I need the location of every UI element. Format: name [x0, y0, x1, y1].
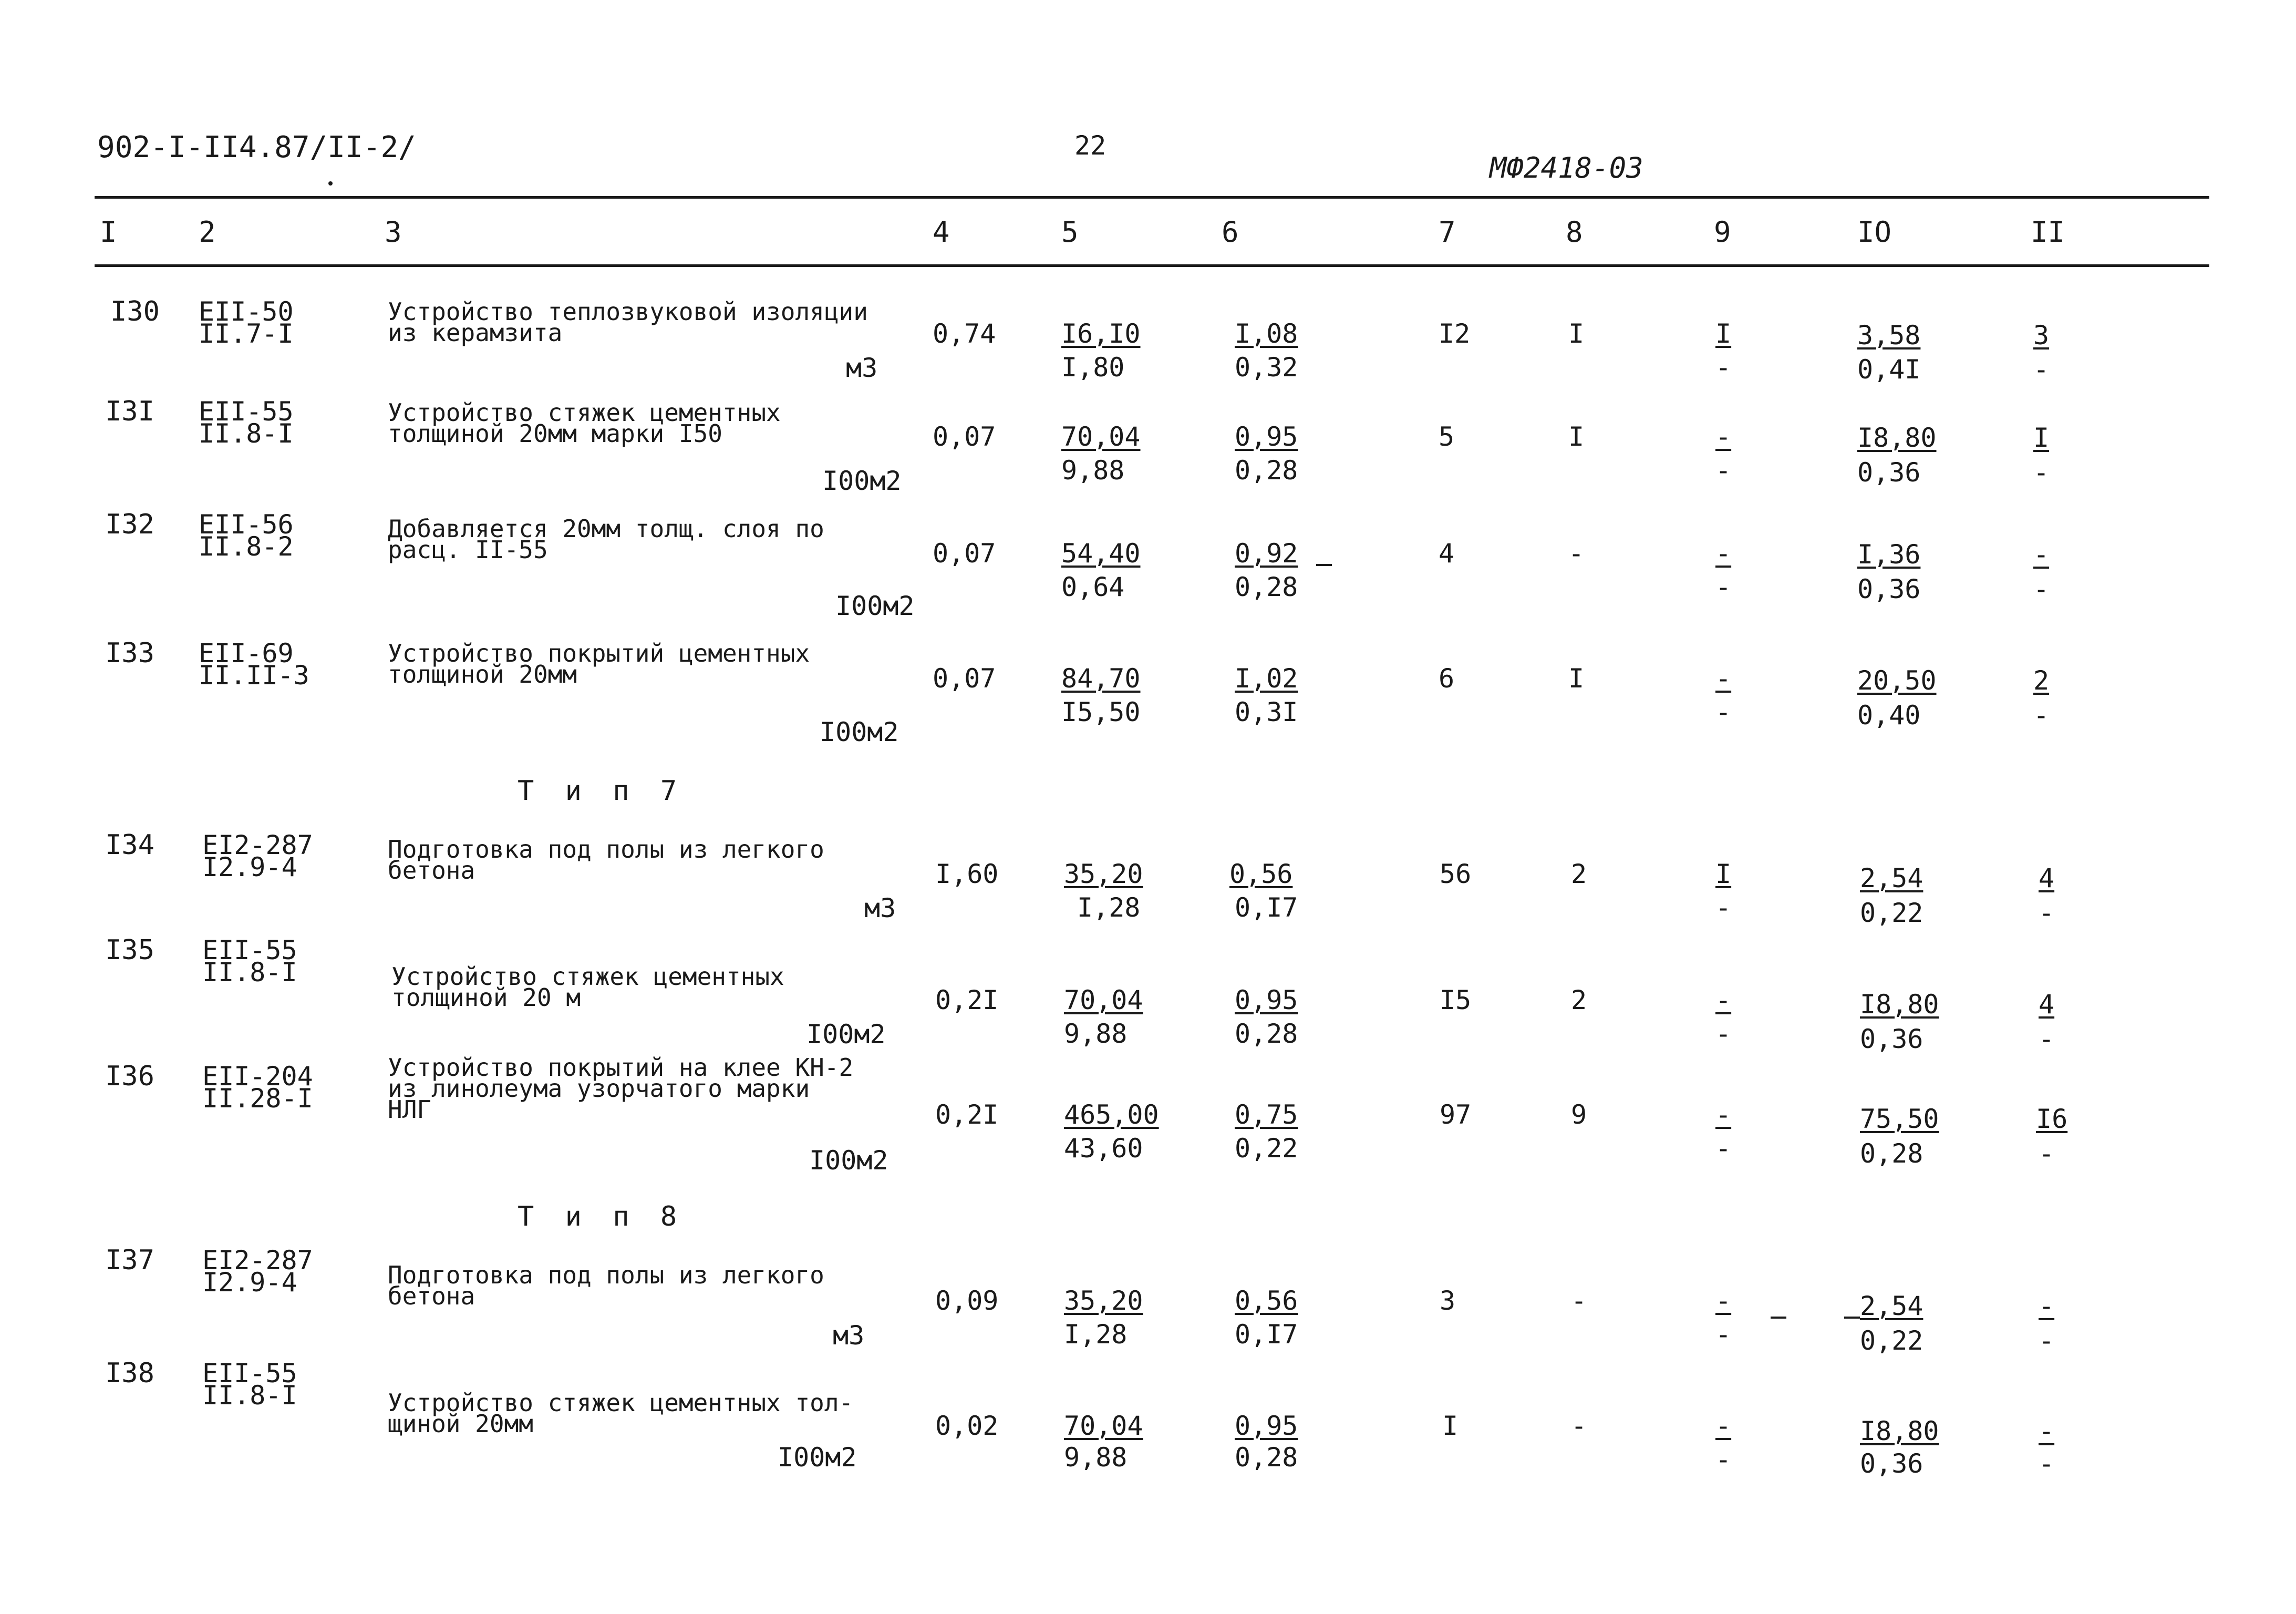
labor-unit: 2,54	[1860, 863, 1923, 893]
work-description: Устройство покрытий на клее КН-2	[388, 1053, 854, 1082]
norm-code: ЕII-55	[202, 1358, 297, 1389]
total-cost: 56	[1440, 859, 1472, 889]
quantity: 0,02	[935, 1411, 999, 1441]
unit: I00м2	[822, 466, 902, 496]
machine-cost: 0,95	[1235, 1411, 1298, 1441]
total-machine: I	[1715, 859, 1732, 889]
machine-wages: 0,3I	[1235, 697, 1298, 727]
ink-dot	[328, 181, 333, 186]
unit-cost: 35,20	[1064, 859, 1143, 889]
row-number: I33	[105, 638, 154, 669]
labor-unit: I8,80	[1860, 989, 1939, 1020]
work-description: Подготовка под полы из легкого	[388, 835, 824, 863]
norm-section: II.7-I	[199, 318, 294, 349]
work-description: Устройство покрытий цементных	[388, 639, 810, 667]
column-header-2: 2	[199, 215, 216, 249]
machine-wages: 0,28	[1235, 572, 1298, 602]
machine-cost: 0,56	[1235, 1286, 1298, 1316]
machine-wages: 0,28	[1235, 1442, 1298, 1473]
labor-machine-total: -	[2039, 1024, 2055, 1054]
norm-section: II.8-I	[199, 418, 294, 449]
labor-machine-unit: 0,28	[1860, 1138, 1923, 1169]
stray-dash	[1771, 1317, 1786, 1319]
labor-total: -	[2039, 1291, 2055, 1321]
unit: I00м2	[806, 1019, 886, 1050]
work-description-cont: НЛГ	[388, 1095, 432, 1124]
unit-cost: 465,00	[1064, 1099, 1159, 1130]
unit-cost: 70,04	[1064, 985, 1143, 1015]
total-cost: I2	[1439, 318, 1471, 349]
machine-cost: 0,56	[1229, 859, 1293, 889]
unit-wages: 0,64	[1061, 572, 1125, 602]
unit-cost: 54,40	[1061, 538, 1141, 569]
total-wages: 2	[1571, 859, 1587, 889]
section-heading-type-7: Т и п 7	[518, 775, 685, 807]
labor-machine-unit: 0,36	[1857, 574, 1921, 604]
quantity: 0,07	[933, 663, 996, 694]
labor-machine-total: -	[2033, 700, 2050, 731]
unit-wages: 9,88	[1061, 455, 1125, 486]
total-wages: 2	[1571, 985, 1587, 1015]
row-number: I32	[105, 509, 154, 540]
norm-code: ЕII-69	[199, 638, 294, 669]
machine-wages: 0,22	[1235, 1133, 1298, 1164]
labor-machine-unit: 0,36	[1857, 457, 1921, 488]
norm-code: ЕII-204	[202, 1061, 313, 1092]
column-header-3: 3	[385, 215, 402, 249]
total-machine: -	[1715, 422, 1732, 452]
column-header-1: I	[100, 215, 117, 249]
labor-unit: 75,50	[1860, 1104, 1939, 1134]
header-bottom-rule	[95, 264, 2209, 267]
machine-cost: 0,95	[1235, 422, 1298, 452]
labor-machine-total: -	[2039, 1138, 2055, 1169]
machine-wages: 0,I7	[1235, 892, 1298, 923]
row-number: I35	[105, 934, 154, 966]
unit-wages: I,80	[1061, 352, 1125, 383]
stray-dash	[1844, 1317, 1860, 1319]
stray-dash	[1316, 564, 1332, 566]
quantity: 0,09	[935, 1286, 999, 1316]
machine-wages: 0,28	[1235, 1019, 1298, 1049]
labor-machine-unit: 0,36	[1860, 1024, 1923, 1054]
unit-cost: 35,20	[1064, 1286, 1143, 1316]
total-wages: -	[1571, 1411, 1587, 1441]
document-code: 902-I-II4.87/II-2/	[97, 130, 416, 165]
labor-unit: 2,54	[1860, 1291, 1923, 1321]
labor-total: 3	[2033, 320, 2050, 351]
work-description: Устройство стяжек цементных	[391, 962, 784, 991]
row-number: I3I	[105, 396, 154, 427]
labor-machine-unit: 0,4I	[1857, 354, 1921, 385]
total-machine-wages: -	[1715, 1319, 1732, 1350]
column-header-8: 8	[1566, 215, 1583, 249]
labor-total: 4	[2039, 989, 2055, 1020]
labor-machine-total: -	[2039, 1325, 2055, 1356]
labor-machine-total: -	[2033, 574, 2050, 604]
work-description: Устройство стяжек цементных	[388, 398, 781, 427]
unit-cost: 70,04	[1061, 422, 1141, 452]
unit-wages: I5,50	[1061, 697, 1141, 727]
unit: I00м2	[835, 591, 915, 621]
work-description: Устройство теплозвуковой изоляции	[388, 297, 868, 326]
total-cost: I5	[1440, 985, 1472, 1015]
unit-cost: I6,I0	[1061, 318, 1141, 349]
row-number: I30	[110, 296, 160, 327]
work-description-cont: бетона	[388, 1282, 475, 1310]
row-number: I36	[105, 1061, 154, 1092]
labor-machine-total: -	[2039, 898, 2055, 928]
norm-section: II.8-I	[202, 957, 297, 988]
machine-wages: 0,28	[1235, 455, 1298, 486]
machine-wages: 0,32	[1235, 352, 1298, 383]
norm-code: ЕI2-287	[202, 1245, 313, 1276]
work-description-cont: щиной 20мм	[388, 1410, 533, 1438]
unit: I00м2	[820, 717, 899, 747]
labor-total: -	[2033, 539, 2050, 570]
unit: м3	[846, 353, 878, 383]
labor-total: 2	[2033, 665, 2050, 696]
work-description: Добавляется 20мм толщ. слоя по	[388, 515, 824, 543]
handwritten-stamp: МФ2418-03	[1490, 151, 1643, 184]
total-machine-wages: -	[1715, 455, 1732, 486]
norm-section: II.8-I	[202, 1380, 297, 1411]
row-number: I37	[105, 1245, 154, 1276]
unit-wages: I,28	[1077, 892, 1141, 923]
total-machine: -	[1715, 1411, 1732, 1441]
norm-section: I2.9-4	[202, 852, 297, 882]
total-machine-wages: -	[1715, 1444, 1732, 1475]
total-wages: -	[1568, 538, 1585, 569]
norm-section: I2.9-4	[202, 1267, 297, 1298]
total-cost: 3	[1440, 1286, 1456, 1316]
total-wages: -	[1571, 1286, 1587, 1316]
quantity: I,60	[935, 859, 999, 889]
total-cost: 6	[1439, 663, 1455, 694]
labor-unit: 20,50	[1857, 665, 1937, 696]
machine-cost: I,08	[1235, 318, 1298, 349]
work-description-cont: толщиной 20мм	[388, 660, 577, 688]
column-header-6: 6	[1222, 215, 1239, 249]
column-header-10: IO	[1857, 215, 1892, 249]
unit-cost: 84,70	[1061, 663, 1141, 694]
total-cost: 5	[1439, 422, 1455, 452]
work-description-cont: расц. II-55	[388, 536, 548, 564]
labor-unit: I8,80	[1860, 1416, 1939, 1446]
machine-cost: 0,75	[1235, 1099, 1298, 1130]
total-cost: 97	[1440, 1099, 1472, 1130]
labor-total: -	[2039, 1416, 2055, 1446]
quantity: 0,07	[933, 538, 996, 569]
total-machine: -	[1715, 538, 1732, 569]
unit: I00м2	[809, 1145, 888, 1176]
unit-wages: 43,60	[1064, 1133, 1143, 1164]
norm-section: II.II-3	[199, 660, 309, 691]
labor-machine-total: -	[2039, 1448, 2055, 1479]
total-wages: I	[1568, 663, 1585, 694]
total-machine: I	[1715, 318, 1732, 349]
total-wages: 9	[1571, 1099, 1587, 1130]
machine-cost: I,02	[1235, 663, 1298, 694]
unit: м3	[833, 1320, 865, 1351]
total-machine-wages: -	[1715, 352, 1732, 383]
total-machine-wages: -	[1715, 1133, 1732, 1164]
total-machine: -	[1715, 1099, 1732, 1130]
quantity: 0,74	[933, 318, 996, 349]
labor-unit: 3,58	[1857, 320, 1921, 351]
work-description-cont: из линолеума узорчатого марки	[388, 1074, 810, 1103]
unit-wages: I,28	[1064, 1319, 1128, 1350]
total-machine-wages: -	[1715, 892, 1732, 923]
labor-total: I6	[2036, 1104, 2068, 1134]
labor-machine-unit: 0,36	[1860, 1448, 1923, 1479]
quantity: 0,07	[933, 422, 996, 452]
norm-code: ЕII-55	[199, 396, 294, 427]
column-header-4: 4	[933, 215, 950, 249]
column-header-9: 9	[1714, 215, 1731, 249]
total-wages: I	[1568, 318, 1585, 349]
unit-cost: 70,04	[1064, 1411, 1143, 1441]
quantity: 0,2I	[935, 1099, 999, 1130]
total-machine-wages: -	[1715, 572, 1732, 602]
labor-unit: I,36	[1857, 539, 1921, 570]
total-machine: -	[1715, 985, 1732, 1015]
total-machine-wages: -	[1715, 697, 1732, 727]
work-description: Устройство стяжек цементных тол-	[388, 1389, 854, 1417]
work-description-cont: толщиной 20мм марки I50	[388, 419, 722, 448]
machine-cost: 0,95	[1235, 985, 1298, 1015]
row-number: I34	[105, 829, 154, 861]
labor-total: I	[2033, 423, 2050, 453]
machine-cost: 0,92	[1235, 538, 1298, 569]
work-description: Подготовка под полы из легкого	[388, 1261, 824, 1289]
quantity: 0,2I	[935, 985, 999, 1015]
total-machine: -	[1715, 663, 1732, 694]
table-top-rule	[95, 196, 2209, 199]
unit: м3	[864, 893, 896, 923]
total-machine: -	[1715, 1286, 1732, 1316]
labor-machine-unit: 0,40	[1857, 700, 1921, 731]
labor-machine-unit: 0,22	[1860, 1325, 1923, 1356]
labor-machine-total: -	[2033, 457, 2050, 488]
total-machine-wages: -	[1715, 1019, 1732, 1049]
work-description-cont: из керамзита	[388, 318, 563, 347]
labor-machine-total: -	[2033, 354, 2050, 385]
total-wages: I	[1568, 422, 1585, 452]
unit: I00м2	[778, 1442, 857, 1473]
column-header-5: 5	[1061, 215, 1079, 249]
norm-code: ЕI2-287	[202, 830, 313, 860]
total-cost: I	[1442, 1411, 1459, 1441]
labor-unit: I8,80	[1857, 423, 1937, 453]
section-heading-type-8: Т и п 8	[518, 1201, 685, 1232]
page-number: 22	[1074, 130, 1106, 161]
labor-machine-unit: 0,22	[1860, 898, 1923, 928]
unit-wages: 9,88	[1064, 1019, 1128, 1049]
norm-code: ЕII-55	[202, 935, 297, 965]
work-description-cont: бетона	[388, 856, 475, 885]
column-header-7: 7	[1439, 215, 1456, 249]
norm-code: ЕII-56	[199, 509, 294, 540]
row-number: I38	[105, 1358, 154, 1389]
norm-code: ЕII-50	[199, 296, 294, 327]
norm-section: II.8-2	[199, 531, 294, 562]
machine-wages: 0,I7	[1235, 1319, 1298, 1350]
unit-wages: 9,88	[1064, 1442, 1128, 1473]
column-header-11: II	[2031, 215, 2065, 249]
norm-section: II.28-I	[202, 1083, 313, 1114]
work-description-cont: толщиной 20 м	[391, 983, 581, 1012]
total-cost: 4	[1439, 538, 1455, 569]
labor-total: 4	[2039, 863, 2055, 893]
